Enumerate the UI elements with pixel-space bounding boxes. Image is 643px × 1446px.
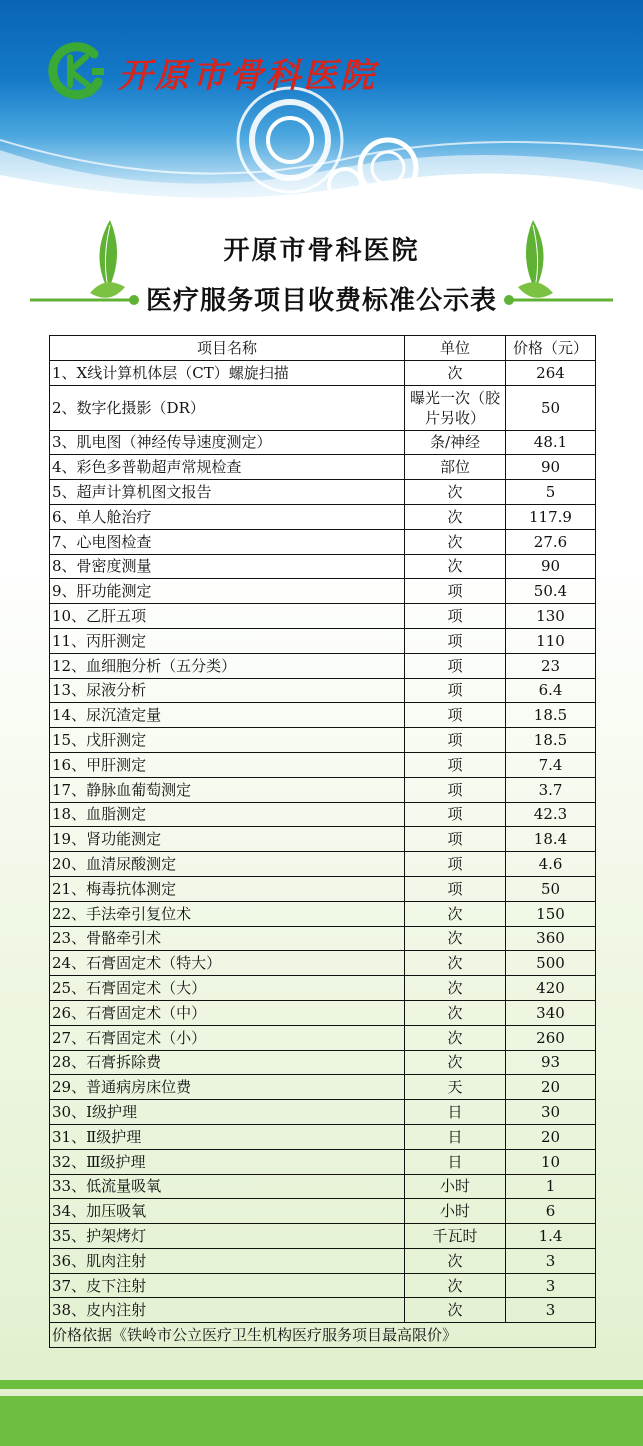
item-name-cell: 11、丙肝测定: [50, 628, 405, 653]
unit-cell: 次: [405, 1000, 506, 1025]
unit-cell: 次: [405, 1298, 506, 1323]
table-row: [50, 1124, 596, 1149]
price-cell: 117.9: [506, 504, 596, 529]
unit-cell: 项: [405, 653, 506, 678]
item-name-cell: 9、肝功能测定: [50, 579, 405, 604]
item-name-cell: 22、手法牵引复位术: [50, 901, 405, 926]
unit-cell: 项: [405, 628, 506, 653]
table-row: [50, 1149, 596, 1174]
unit-cell: 项: [405, 604, 506, 629]
item-name-cell: 24、石膏固定术（特大）: [50, 951, 405, 976]
item-name-cell: 4、彩色多普勒超声常规检查: [50, 455, 405, 480]
item-name-cell: 16、甲肝测定: [50, 752, 405, 777]
item-name-cell: 14、尿沉渣定量: [50, 703, 405, 728]
table-row: [50, 628, 596, 653]
fee-table: [49, 335, 596, 1348]
unit-cell: 次: [405, 1273, 506, 1298]
item-name-cell: 3、肌电图（神经传导速度测定）: [50, 430, 405, 455]
unit-cell: 次: [405, 901, 506, 926]
table-row: [50, 876, 596, 901]
table-footer-row: [50, 1323, 596, 1348]
unit-cell: 次: [405, 360, 506, 385]
unit-cell: 项: [405, 876, 506, 901]
unit-cell: 小时: [405, 1199, 506, 1224]
item-name-cell: 2、数字化摄影（DR）: [50, 385, 405, 430]
price-cell: 150: [506, 901, 596, 926]
item-name-cell: 23、骨骼牵引术: [50, 926, 405, 951]
header-item-name: 项目名称: [50, 336, 405, 361]
item-name-cell: 19、肾功能测定: [50, 827, 405, 852]
item-name-cell: 17、静脉血葡萄测定: [50, 777, 405, 802]
table-row: [50, 976, 596, 1001]
table-row: [50, 504, 596, 529]
footer-band: [0, 1396, 643, 1446]
price-cell: 18.4: [506, 827, 596, 852]
price-cell: 30: [506, 1100, 596, 1125]
price-cell: 50.4: [506, 579, 596, 604]
table-row: [50, 901, 596, 926]
table-header-row: [50, 336, 596, 361]
table-row: [50, 1273, 596, 1298]
item-name-cell: 29、普通病房床位费: [50, 1075, 405, 1100]
table-row: [50, 1174, 596, 1199]
unit-cell: 项: [405, 579, 506, 604]
table-row: [50, 554, 596, 579]
hospital-logo-icon: [48, 42, 106, 100]
price-cell: 110: [506, 628, 596, 653]
price-cell: 500: [506, 951, 596, 976]
price-cell: 90: [506, 554, 596, 579]
price-cell: 93: [506, 1050, 596, 1075]
unit-cell: 项: [405, 703, 506, 728]
table-row: [50, 703, 596, 728]
price-cell: 1.4: [506, 1224, 596, 1249]
price-cell: 18.5: [506, 703, 596, 728]
price-cell: 27.6: [506, 529, 596, 554]
price-cell: 42.3: [506, 802, 596, 827]
item-name-cell: 15、戊肝测定: [50, 728, 405, 753]
price-cell: 130: [506, 604, 596, 629]
hospital-brand-name: 开原市骨科医院: [118, 56, 377, 96]
price-cell: 6: [506, 1199, 596, 1224]
unit-cell: 次: [405, 504, 506, 529]
table-title: 医疗服务项目收费标准公示表: [145, 286, 497, 316]
item-name-cell: 13、尿液分析: [50, 678, 405, 703]
item-name-cell: 35、护架烤灯: [50, 1224, 405, 1249]
table-row: [50, 430, 596, 455]
unit-cell: 项: [405, 802, 506, 827]
header-wave-graphic: [0, 0, 643, 225]
price-cell: 6.4: [506, 678, 596, 703]
price-cell: 264: [506, 360, 596, 385]
table-row: [50, 385, 596, 430]
header-unit: 单位: [405, 336, 506, 361]
unit-cell: 日: [405, 1149, 506, 1174]
table-row: [50, 604, 596, 629]
unit-cell: 部位: [405, 455, 506, 480]
table-row: [50, 1000, 596, 1025]
item-name-cell: 21、梅毒抗体测定: [50, 876, 405, 901]
price-cell: 3.7: [506, 777, 596, 802]
table-row: [50, 1224, 596, 1249]
item-name-cell: 10、乙肝五项: [50, 604, 405, 629]
item-name-cell: 32、Ⅲ级护理: [50, 1149, 405, 1174]
price-cell: 3: [506, 1298, 596, 1323]
table-body: [50, 360, 596, 1322]
table-row: [50, 1075, 596, 1100]
header-price: 价格（元）: [506, 336, 596, 361]
unit-cell: 项: [405, 827, 506, 852]
item-name-cell: 7、心电图检查: [50, 529, 405, 554]
unit-cell: 千瓦时: [405, 1224, 506, 1249]
price-cell: 420: [506, 976, 596, 1001]
price-cell: 18.5: [506, 728, 596, 753]
table-row: [50, 926, 596, 951]
price-cell: 3: [506, 1273, 596, 1298]
table-row: [50, 827, 596, 852]
item-name-cell: 30、Ⅰ级护理: [50, 1100, 405, 1125]
item-name-cell: 20、血清尿酸测定: [50, 852, 405, 877]
price-cell: 48.1: [506, 430, 596, 455]
price-cell: 50: [506, 385, 596, 430]
item-name-cell: 33、低流量吸氧: [50, 1174, 405, 1199]
table-row: [50, 852, 596, 877]
table-row: [50, 579, 596, 604]
table-row: [50, 360, 596, 385]
item-name-cell: 31、Ⅱ级护理: [50, 1124, 405, 1149]
table-row: [50, 1248, 596, 1273]
unit-cell: 次: [405, 529, 506, 554]
price-cell: 7.4: [506, 752, 596, 777]
item-name-cell: 8、骨密度测量: [50, 554, 405, 579]
table-row: [50, 777, 596, 802]
table-row: [50, 752, 596, 777]
table-row: [50, 529, 596, 554]
price-cell: 10: [506, 1149, 596, 1174]
table-row: [50, 1025, 596, 1050]
unit-cell: 项: [405, 728, 506, 753]
item-name-cell: 25、石膏固定术（大）: [50, 976, 405, 1001]
unit-cell: 条/神经: [405, 430, 506, 455]
item-name-cell: 26、石膏固定术（中）: [50, 1000, 405, 1025]
table-row: [50, 728, 596, 753]
item-name-cell: 18、血脂测定: [50, 802, 405, 827]
unit-cell: 小时: [405, 1174, 506, 1199]
unit-cell: 次: [405, 951, 506, 976]
table-row: [50, 802, 596, 827]
table-row: [50, 455, 596, 480]
price-cell: 20: [506, 1075, 596, 1100]
item-name-cell: 6、单人舱治疗: [50, 504, 405, 529]
hospital-title: 开原市骨科医院: [223, 236, 420, 266]
unit-cell: 项: [405, 852, 506, 877]
price-cell: 23: [506, 653, 596, 678]
unit-cell: 项: [405, 777, 506, 802]
unit-cell: 天: [405, 1075, 506, 1100]
item-name-cell: 36、肌肉注射: [50, 1248, 405, 1273]
unit-cell: 次: [405, 1025, 506, 1050]
unit-cell: 次: [405, 480, 506, 505]
table-row: [50, 1199, 596, 1224]
unit-cell: 项: [405, 752, 506, 777]
price-cell: 5: [506, 480, 596, 505]
item-name-cell: 12、血细胞分析（五分类）: [50, 653, 405, 678]
unit-cell: 次: [405, 926, 506, 951]
table-row: [50, 1298, 596, 1323]
item-name-cell: 5、超声计算机图文报告: [50, 480, 405, 505]
unit-cell: 曝光一次（胶片另收）: [405, 385, 506, 430]
unit-cell: 项: [405, 678, 506, 703]
item-name-cell: 1、X线计算机体层（CT）螺旋扫描: [50, 360, 405, 385]
unit-cell: 日: [405, 1100, 506, 1125]
price-cell: 20: [506, 1124, 596, 1149]
price-cell: 1: [506, 1174, 596, 1199]
item-name-cell: 38、皮内注射: [50, 1298, 405, 1323]
unit-cell: 次: [405, 1050, 506, 1075]
unit-cell: 日: [405, 1124, 506, 1149]
unit-cell: 次: [405, 554, 506, 579]
price-cell: 3: [506, 1248, 596, 1273]
table-row: [50, 1100, 596, 1125]
price-cell: 340: [506, 1000, 596, 1025]
table-row: [50, 678, 596, 703]
unit-cell: 次: [405, 1248, 506, 1273]
price-cell: 90: [506, 455, 596, 480]
item-name-cell: 28、石膏拆除费: [50, 1050, 405, 1075]
footer-stripe: [0, 1380, 643, 1389]
price-basis-note: 价格依据《铁岭市公立医疗卫生机构医疗服务项目最高限价》: [50, 1323, 596, 1348]
price-cell: 50: [506, 876, 596, 901]
header-banner: [0, 0, 643, 225]
item-name-cell: 37、皮下注射: [50, 1273, 405, 1298]
item-name-cell: 27、石膏固定术（小）: [50, 1025, 405, 1050]
price-cell: 360: [506, 926, 596, 951]
price-cell: 4.6: [506, 852, 596, 877]
price-cell: 260: [506, 1025, 596, 1050]
unit-cell: 次: [405, 976, 506, 1001]
table-row: [50, 653, 596, 678]
item-name-cell: 34、加压吸氧: [50, 1199, 405, 1224]
table-row: [50, 951, 596, 976]
table-row: [50, 1050, 596, 1075]
table-row: [50, 480, 596, 505]
